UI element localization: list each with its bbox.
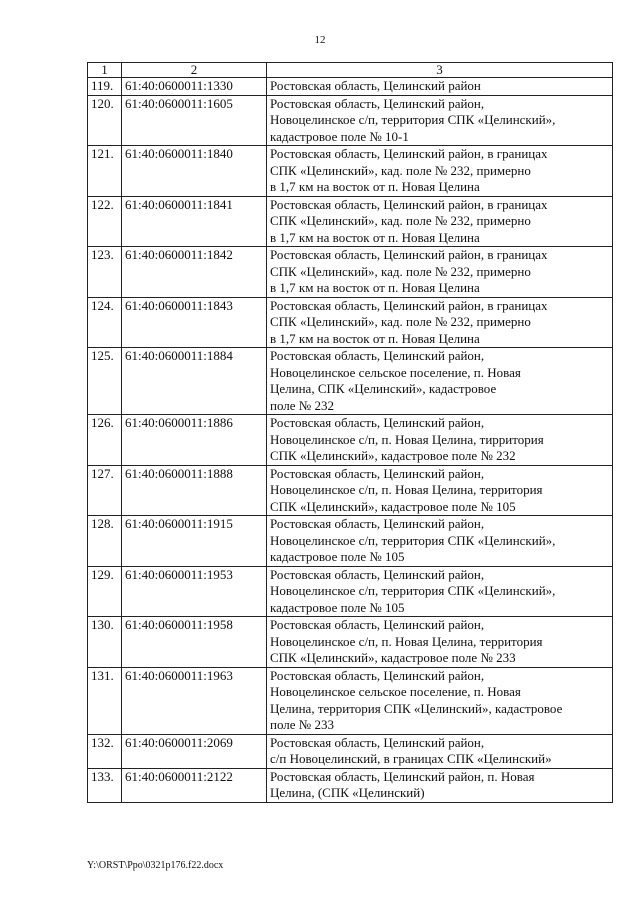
table-row <box>88 415 613 466</box>
table-row <box>88 566 613 617</box>
cadastral-number: 61:40:0600011:1915 <box>122 516 267 567</box>
table-row <box>88 516 613 567</box>
table-row <box>88 734 613 768</box>
plot-address: Ростовская область, Целинский район, в границах СПК «Целинский», кад. поле № 232, примерно в 1,7 км на восток от п. Новая Целина <box>267 196 613 247</box>
table-row <box>88 465 613 516</box>
table-row <box>88 768 613 802</box>
plot-address: Ростовская область, Целинский район, Новоцелинское с/п, территория СПК «Целинский», кадастровое поле № 105 <box>267 566 613 617</box>
row-number: 120. <box>88 95 122 146</box>
table-row <box>88 297 613 348</box>
table-row <box>88 196 613 247</box>
table-row <box>88 348 613 415</box>
column-header-cadastral: 2 <box>122 63 267 78</box>
table-row <box>88 95 613 146</box>
row-number: 127. <box>88 465 122 516</box>
cadastral-number: 61:40:0600011:1330 <box>122 78 267 96</box>
cadastral-number: 61:40:0600011:2122 <box>122 768 267 802</box>
row-number: 121. <box>88 146 122 197</box>
row-number: 133. <box>88 768 122 802</box>
table-row <box>88 667 613 734</box>
cadastral-number: 61:40:0600011:1958 <box>122 617 267 668</box>
row-number: 125. <box>88 348 122 415</box>
plot-address: Ростовская область, Целинский район, в границах СПК «Целинский», кад. поле № 232, примерно в 1,7 км на восток от п. Новая Целина <box>267 297 613 348</box>
cadastral-number: 61:40:0600011:1841 <box>122 196 267 247</box>
table-row <box>88 247 613 298</box>
cadastral-number: 61:40:0600011:1843 <box>122 297 267 348</box>
plot-address: Ростовская область, Целинский район, Новоцелинское с/п, территория СПК «Целинский», кадастровое поле № 10-1 <box>267 95 613 146</box>
row-number: 128. <box>88 516 122 567</box>
cadastral-number: 61:40:0600011:1886 <box>122 415 267 466</box>
column-header-address: 3 <box>267 63 613 78</box>
cadastral-number: 61:40:0600011:1842 <box>122 247 267 298</box>
plot-address: Ростовская область, Целинский район <box>267 78 613 96</box>
page-number: 12 <box>314 34 326 46</box>
cadastral-number: 61:40:0600011:1888 <box>122 465 267 516</box>
row-number: 126. <box>88 415 122 466</box>
plot-address: Ростовская область, Целинский район, Новоцелинское с/п, п. Новая Целина, территория СПК «Целинский», кадастровое поле № 233 <box>267 617 613 668</box>
table-row <box>88 78 613 96</box>
cadastral-number: 61:40:0600011:1840 <box>122 146 267 197</box>
plot-address: Ростовская область, Целинский район, Новоцелинское сельское поселение, п. Новая Целина, территория СПК «Целинский», кадастровое поле № 233 <box>267 667 613 734</box>
cadastral-number: 61:40:0600011:1953 <box>122 566 267 617</box>
file-path-footer: Y:\ORST\Ppo\0321p176.f22.docx <box>87 860 224 871</box>
plot-address: Ростовская область, Целинский район, п. Новая Целина, (СПК «Целинский) <box>267 768 613 802</box>
row-number: 122. <box>88 196 122 247</box>
row-number: 132. <box>88 734 122 768</box>
row-number: 129. <box>88 566 122 617</box>
cadastral-number: 61:40:0600011:1963 <box>122 667 267 734</box>
cadastral-number: 61:40:0600011:1884 <box>122 348 267 415</box>
plot-address: Ростовская область, Целинский район, в границах СПК «Целинский», кад. поле № 232, примерно в 1,7 км на восток от п. Новая Целина <box>267 247 613 298</box>
row-number: 123. <box>88 247 122 298</box>
plot-address: Ростовская область, Целинский район, Новоцелинское с/п, п. Новая Целина, тирритория СПК «Целинский», кадастровое поле № 232 <box>267 415 613 466</box>
plot-address: Ростовская область, Целинский район, с/п Новоцелинский, в границах СПК «Целинский» <box>267 734 613 768</box>
row-number: 130. <box>88 617 122 668</box>
row-number: 131. <box>88 667 122 734</box>
cadastral-number: 61:40:0600011:2069 <box>122 734 267 768</box>
table-row <box>88 617 613 668</box>
row-number: 119. <box>88 78 122 96</box>
column-header-number: 1 <box>88 63 122 78</box>
table-header-row <box>88 63 613 78</box>
plot-address: Ростовская область, Целинский район, Новоцелинское с/п, территория СПК «Целинский», кадастровое поле № 105 <box>267 516 613 567</box>
plot-address: Ростовская область, Целинский район, в границах СПК «Целинский», кад. поле № 232, примерно в 1,7 км на восток от п. Новая Целина <box>267 146 613 197</box>
table-row <box>88 146 613 197</box>
row-number: 124. <box>88 297 122 348</box>
land-plot-table <box>87 62 613 803</box>
plot-address: Ростовская область, Целинский район, Новоцелинское с/п, п. Новая Целина, территория СПК «Целинский», кадастровое поле № 105 <box>267 465 613 516</box>
cadastral-number: 61:40:0600011:1605 <box>122 95 267 146</box>
plot-address: Ростовская область, Целинский район, Новоцелинское сельское поселение, п. Новая Целина, СПК «Целинский», кадастровое поле № 232 <box>267 348 613 415</box>
